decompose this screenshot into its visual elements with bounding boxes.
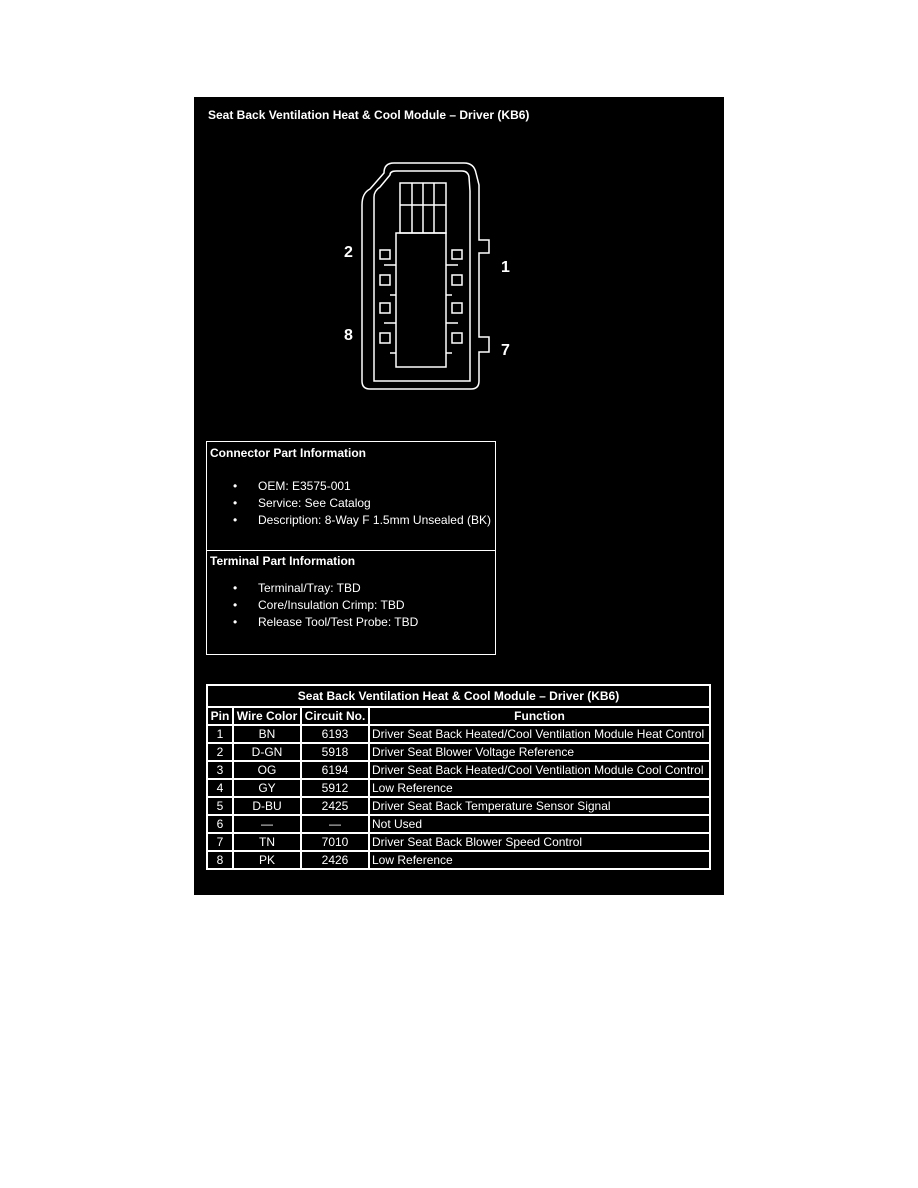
terminal-part-info <box>207 550 495 654</box>
col-header-wire-color: Wire Color <box>233 707 301 725</box>
wire-color-cell: D-BU <box>233 797 301 815</box>
table-row <box>207 851 710 869</box>
connector-info-heading: Connector Part Information <box>210 446 367 460</box>
function-cell: Driver Seat Back Temperature Sensor Signal <box>369 797 710 815</box>
list-item: • Release Tool/Test Probe: TBD <box>233 614 418 631</box>
pinout-table <box>206 684 711 870</box>
pin-cell: 8 <box>207 851 233 869</box>
wire-color-cell: PK <box>233 851 301 869</box>
list-item: • OEM: E3575-001 <box>233 478 491 495</box>
wire-color-cell: BN <box>233 725 301 743</box>
wire-color-cell: OG <box>233 761 301 779</box>
connector-part-info <box>207 442 495 551</box>
document-panel <box>194 97 724 895</box>
table-row <box>207 725 710 743</box>
circuit-cell: — <box>301 815 369 833</box>
pin-cell: 1 <box>207 725 233 743</box>
list-item: • Service: See Catalog <box>233 495 491 512</box>
table-row <box>207 761 710 779</box>
list-item: • Core/Insulation Crimp: TBD <box>233 597 418 614</box>
page-title: Seat Back Ventilation Heat & Cool Module – Driver (KB6) <box>208 108 530 122</box>
pin-label-7: 7 <box>501 342 510 359</box>
col-header-circuit: Circuit No. <box>301 707 369 725</box>
pin-label-8: 8 <box>344 327 353 344</box>
list-item: • Description: 8-Way F 1.5mm Unsealed (BK) <box>233 512 491 529</box>
circuit-cell: 2426 <box>301 851 369 869</box>
circuit-cell: 5918 <box>301 743 369 761</box>
function-cell: Not Used <box>369 815 710 833</box>
table-row <box>207 743 710 761</box>
wire-color-cell: TN <box>233 833 301 851</box>
pin-cell: 7 <box>207 833 233 851</box>
circuit-cell: 2425 <box>301 797 369 815</box>
table-row <box>207 833 710 851</box>
pin-cell: 6 <box>207 815 233 833</box>
connector-diagram <box>354 155 554 395</box>
function-cell: Driver Seat Back Heated/Cool Ventilation Module Cool Control <box>369 761 710 779</box>
pin-cell: 5 <box>207 797 233 815</box>
table-title: Seat Back Ventilation Heat & Cool Module – Driver (KB6) <box>207 685 710 707</box>
pin-label-2: 2 <box>344 244 353 261</box>
terminal-info-heading: Terminal Part Information <box>210 554 356 568</box>
part-info-box <box>206 441 496 655</box>
function-cell: Driver Seat Blower Voltage Reference <box>369 743 710 761</box>
wire-color-cell: — <box>233 815 301 833</box>
circuit-cell: 6193 <box>301 725 369 743</box>
pin-cell: 4 <box>207 779 233 797</box>
table-row <box>207 815 710 833</box>
pin-label-1: 1 <box>501 259 510 276</box>
wire-color-cell: D-GN <box>233 743 301 761</box>
wire-color-cell: GY <box>233 779 301 797</box>
circuit-cell: 5912 <box>301 779 369 797</box>
table-row <box>207 797 710 815</box>
function-cell: Low Reference <box>369 851 710 869</box>
col-header-pin: Pin <box>207 707 233 725</box>
connector-info-list <box>233 478 491 529</box>
circuit-cell: 7010 <box>301 833 369 851</box>
terminal-info-list <box>233 580 418 631</box>
circuit-cell: 6194 <box>301 761 369 779</box>
pin-cell: 3 <box>207 761 233 779</box>
function-cell: Driver Seat Back Blower Speed Control <box>369 833 710 851</box>
pin-cell: 2 <box>207 743 233 761</box>
function-cell: Low Reference <box>369 779 710 797</box>
function-cell: Driver Seat Back Heated/Cool Ventilation Module Heat Control <box>369 725 710 743</box>
list-item: • Terminal/Tray: TBD <box>233 580 418 597</box>
table-row <box>207 779 710 797</box>
col-header-function: Function <box>369 707 710 725</box>
